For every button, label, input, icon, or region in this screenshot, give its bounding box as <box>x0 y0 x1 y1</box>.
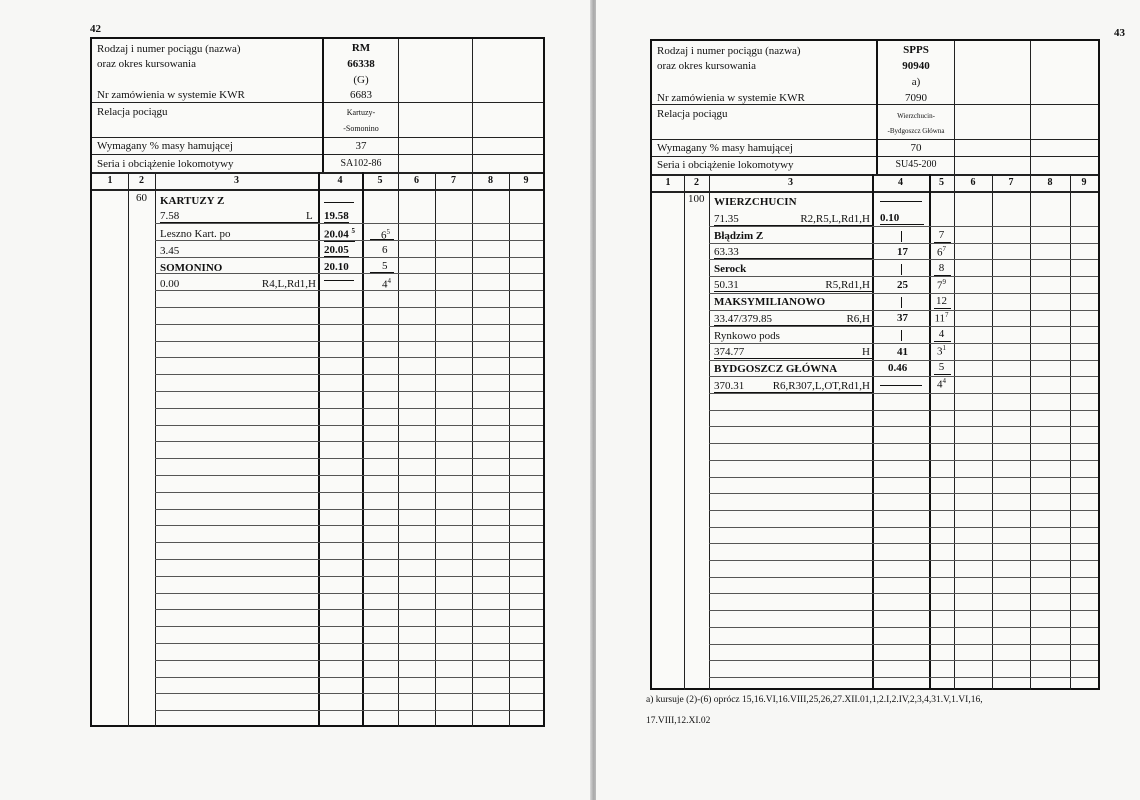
stop-name: Rynkowo pods <box>714 330 780 342</box>
stop-name: Serock <box>714 263 747 275</box>
col-8: 8 <box>1047 177 1053 188</box>
relation-line2: -Somonino <box>343 124 379 133</box>
col-5: 5 <box>939 177 944 188</box>
ruled-line <box>709 460 1098 461</box>
ruled-line <box>155 693 543 694</box>
run-bottom: $7^9$ <box>937 278 946 292</box>
time-value: 25 <box>897 279 908 291</box>
ruled-line <box>155 525 543 526</box>
ruled-line <box>709 343 1098 344</box>
run-bottom: $3^1$ <box>937 344 946 358</box>
ruled-line <box>709 593 1098 594</box>
ruled-line <box>709 243 1098 244</box>
footnote-line1: a) kursuje (2)-(6) oprócz 15,16.VI,16.VIII,25,26,27.XII.01,1,2.I,2.IV,2,3,4,31.V,1.VI,16, <box>646 695 983 705</box>
col-4: 4 <box>898 177 903 188</box>
label-nr-zamowienia: Nr zamówienia w systemie KWR <box>97 89 245 101</box>
run-top: 5 <box>938 361 945 373</box>
ruled-line <box>709 644 1098 645</box>
col-8: 8 <box>488 175 493 186</box>
ruled-line <box>155 677 543 678</box>
col-3: 3 <box>788 177 793 188</box>
run-bottom: $6^7$ <box>937 245 946 259</box>
ruled-line <box>709 293 1098 294</box>
train-number: 66338 <box>347 58 375 70</box>
time-value: 17 <box>897 246 908 258</box>
timetable-left <box>90 37 545 727</box>
timetable-right <box>650 39 1100 690</box>
order-number: 6683 <box>350 89 372 101</box>
ruled-line <box>709 259 1098 260</box>
ruled-line <box>709 477 1098 478</box>
ruled-line <box>155 458 543 459</box>
run-top: 12 <box>936 295 947 307</box>
ruled-line <box>155 492 543 493</box>
run-value: $6^5$ <box>381 228 390 242</box>
label-seria: Seria i obciążenie lokomotywy <box>657 159 794 171</box>
run-top: 7 <box>938 229 945 241</box>
stop-km: 7.58 <box>160 211 318 223</box>
stop-name: SOMONINO <box>160 262 223 274</box>
ruled-line <box>155 626 543 627</box>
col-3: 3 <box>234 175 239 186</box>
stop-name: MAKSYMILIANOWO <box>714 296 826 308</box>
brake-percent: 70 <box>910 142 922 154</box>
col-1: 1 <box>107 175 113 186</box>
stop-km: 0.00 <box>160 279 318 291</box>
relation-line2: -Bydgoszcz Główna <box>887 127 945 135</box>
ruled-line <box>709 276 1098 277</box>
ruled-line <box>155 475 543 476</box>
run-value: 6 <box>382 244 388 256</box>
ruled-line <box>155 509 543 510</box>
ruled-line <box>155 357 543 358</box>
train-period: a) <box>911 76 921 88</box>
run-top: 8 <box>938 262 945 274</box>
ruled-line <box>709 560 1098 561</box>
stop-marks: R5,Rd1,H <box>825 279 870 291</box>
ruled-line <box>155 307 543 308</box>
run-value: 5 <box>382 260 388 272</box>
stop-marks: R2,R5,L,Rd1,H <box>800 213 870 225</box>
locomotive: SA102-86 <box>340 158 382 169</box>
ruled-line <box>155 391 543 392</box>
ruled-line <box>155 273 543 274</box>
col-4: 4 <box>337 175 343 186</box>
ruled-line <box>155 290 543 291</box>
ruled-line <box>155 341 543 342</box>
page-number-right: 43 <box>1114 27 1125 39</box>
train-type: RM <box>351 42 371 54</box>
train-type: SPPS <box>903 44 929 56</box>
ruled-line <box>709 226 1098 227</box>
stop-km: 63.33 <box>714 247 872 259</box>
stop-km: 50.31 <box>714 280 872 292</box>
ruled-line <box>709 410 1098 411</box>
right-page <box>596 0 1140 800</box>
ruled-line <box>709 360 1098 361</box>
page-number-left: 42 <box>90 23 101 35</box>
label-rodzaj: Rodzaj i numer pociągu (nazwa) <box>97 43 241 55</box>
ruled-line <box>709 577 1098 578</box>
ruled-line <box>155 240 543 241</box>
order-number: 7090 <box>905 92 927 104</box>
relation-line1: Kartuzy- <box>346 108 376 117</box>
label-wymagany: Wymagany % masy hamującej <box>657 142 793 154</box>
label-rodzaj: Rodzaj i numer pociągu (nazwa) <box>657 45 801 57</box>
time-value: 41 <box>897 346 908 358</box>
time-value: 0.10 <box>880 213 924 225</box>
speed: 60 <box>136 192 147 204</box>
ruled-line <box>155 408 543 409</box>
ruled-line <box>155 609 543 610</box>
time-value: 20.05 <box>324 244 349 256</box>
ruled-line <box>155 374 543 375</box>
ruled-line <box>709 393 1098 394</box>
col-2: 2 <box>694 177 699 188</box>
time-value: 20.10 <box>324 261 349 273</box>
time-value: 37 <box>897 312 908 324</box>
ruled-line <box>155 559 543 560</box>
stop-marks: R6,R307,L,OT,Rd1,H <box>772 380 870 392</box>
relation-line1: Wierzchucin- <box>897 112 935 120</box>
stop-name: KARTUZY Z <box>160 195 225 207</box>
col-6: 6 <box>970 177 976 188</box>
stop-marks: R6,H <box>846 313 870 325</box>
stop-km: 370.31 <box>714 381 872 393</box>
ruled-line <box>709 493 1098 494</box>
time-value: 19.58 <box>324 210 349 222</box>
stop-km: 33.47/379.85 <box>714 314 872 326</box>
label-relacja: Relacja pociągu <box>657 108 728 120</box>
speed: 100 <box>688 193 705 205</box>
label-relacja: Relacja pociągu <box>97 106 168 118</box>
train-number: 90940 <box>902 60 930 72</box>
ruled-line <box>155 593 543 594</box>
ruled-line <box>709 660 1098 661</box>
ruled-line <box>709 543 1098 544</box>
col-1: 1 <box>665 177 671 188</box>
ruled-line <box>155 710 543 711</box>
train-period: (G) <box>353 74 369 86</box>
time-value: 20.04 $^5$ <box>324 227 355 241</box>
ruled-line <box>709 627 1098 628</box>
col-2: 2 <box>139 175 144 186</box>
ruled-line <box>155 425 543 426</box>
col-7: 7 <box>1008 177 1014 188</box>
ruled-line <box>709 426 1098 427</box>
time-value: 0.46 <box>888 362 908 374</box>
ruled-line <box>709 443 1098 444</box>
ruled-line <box>155 257 543 258</box>
brake-percent: 37 <box>355 140 367 152</box>
ruled-line <box>709 527 1098 528</box>
ruled-line <box>709 510 1098 511</box>
label-okres: oraz okres kursowania <box>657 60 756 72</box>
run-bottom: $4^4$ <box>937 377 946 391</box>
col-9: 9 <box>1081 177 1087 188</box>
ruled-line <box>709 610 1098 611</box>
stop-marks: L <box>306 210 313 222</box>
ruled-line <box>709 310 1098 311</box>
stop-km: 71.35 <box>714 214 872 226</box>
label-wymagany: Wymagany % masy hamującej <box>97 140 233 152</box>
stop-km: 3.45 <box>160 246 318 258</box>
stop-name: BYDGOSZCZ GŁÓWNA <box>714 363 838 375</box>
stop-name: WIERZCHUCIN <box>714 196 797 208</box>
locomotive: SU45-200 <box>895 159 937 170</box>
ruled-line <box>155 324 543 325</box>
label-nr-zamowienia: Nr zamówienia w systemie KWR <box>657 92 805 104</box>
ruled-line <box>709 376 1098 377</box>
ruled-line <box>709 677 1098 678</box>
stop-marks: H <box>862 346 870 358</box>
run-bottom: $11^7$ <box>934 311 949 325</box>
run-value: $4^4$ <box>382 277 391 291</box>
ruled-line <box>155 643 543 644</box>
ruled-line <box>709 326 1098 327</box>
ruled-line <box>155 223 543 224</box>
col-7: 7 <box>451 175 456 186</box>
ruled-line <box>155 576 543 577</box>
ruled-line <box>155 542 543 543</box>
col-5: 5 <box>377 175 383 186</box>
run-top: 4 <box>938 328 945 340</box>
stop-name: Leszno Kart. po <box>160 228 231 240</box>
ruled-line <box>155 441 543 442</box>
label-seria: Seria i obciążenie lokomotywy <box>97 158 234 170</box>
col-9: 9 <box>523 175 529 186</box>
footnote-line2: 17.VIII,12.XI.02 <box>646 716 711 726</box>
label-okres: oraz okres kursowania <box>97 58 196 70</box>
col-6: 6 <box>414 175 419 186</box>
stop-marks: R4,L,Rd1,H <box>261 278 316 290</box>
stop-name: Błądzim Z <box>714 230 764 242</box>
stop-km: 374.77 <box>714 347 872 359</box>
ruled-line <box>155 660 543 661</box>
